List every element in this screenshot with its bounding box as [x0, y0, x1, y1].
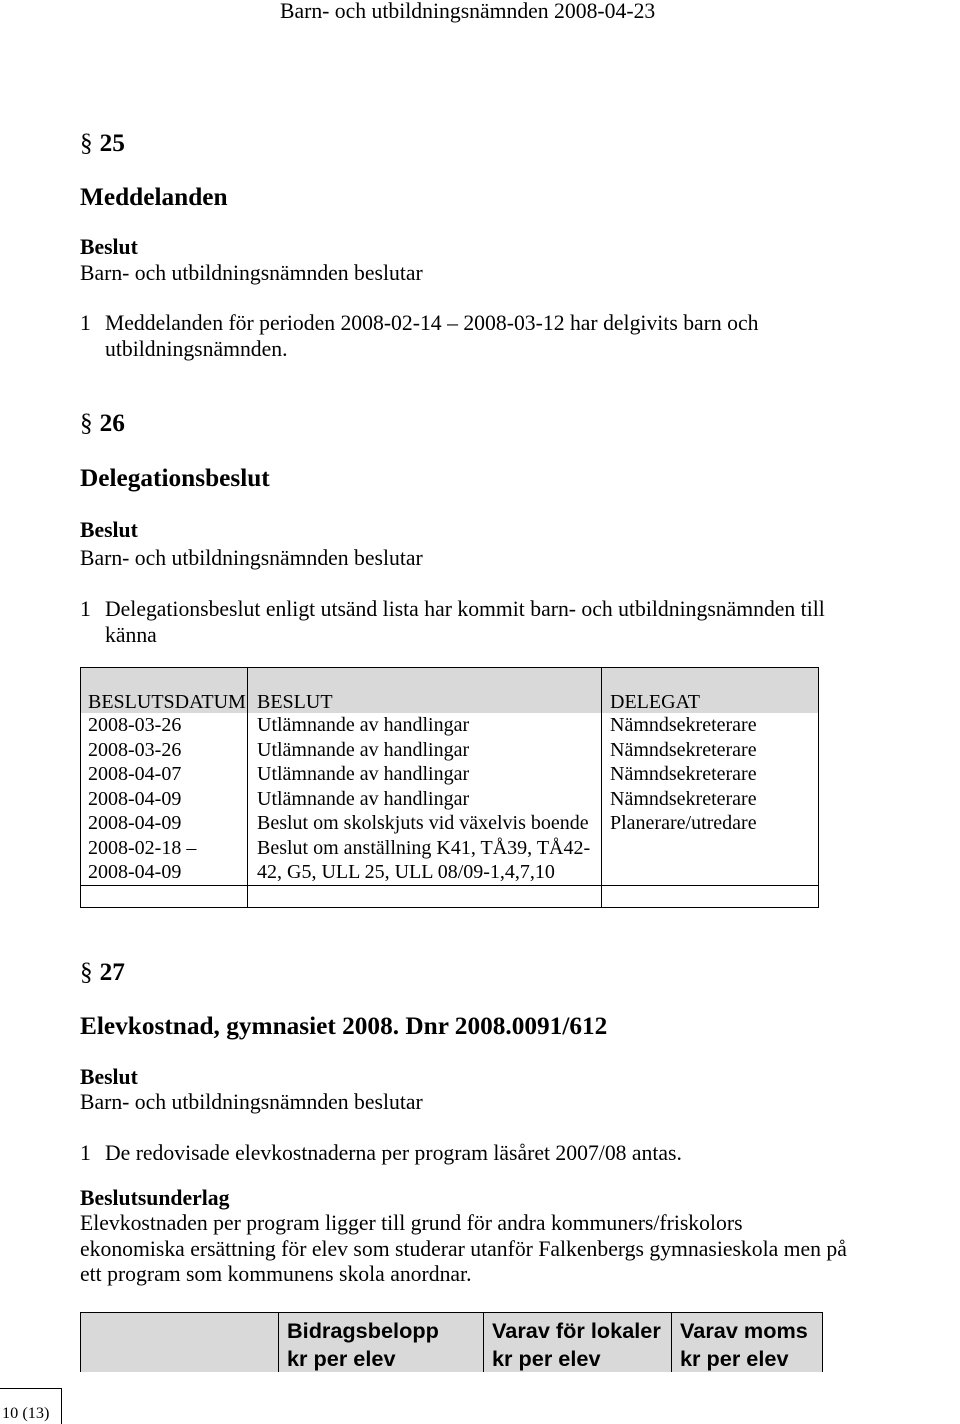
- cell-line: 2008-03-26: [88, 738, 182, 761]
- cell-line: Nämndsekreterare: [610, 787, 757, 810]
- cell-line: Nämndsekreterare: [610, 714, 757, 736]
- cell-line: 2008-03-26: [88, 714, 182, 736]
- item-number: 1: [80, 311, 91, 335]
- cell-date: [81, 787, 248, 812]
- table-row: [81, 787, 819, 812]
- cell-empty: [248, 885, 602, 907]
- cell-decision: [248, 787, 602, 812]
- cell-date: [81, 738, 248, 763]
- table-header-row: [81, 1313, 823, 1373]
- cell-line: Beslut om anställning K41, TÅ39, TÅ42-: [257, 836, 591, 859]
- item-text-line: Meddelanden för perioden 2008-02-14 – 2008-03-12 har delgivits barn och: [105, 311, 759, 335]
- paragraph-line: ett program som kommunens skola anordnar.: [80, 1262, 472, 1286]
- cell-decision: [248, 713, 602, 738]
- basis-heading: Beslutsunderlag: [80, 1186, 230, 1210]
- cell-decision: [248, 738, 602, 763]
- cell-delegate: [602, 713, 819, 738]
- table-row: [81, 811, 819, 836]
- cell-date: [81, 762, 248, 787]
- decision-intro: Barn- och utbildningsnämnden beslutar: [80, 261, 423, 285]
- cell-line: 2008-04-09: [88, 787, 182, 810]
- cell-line: 2008-04-09: [88, 812, 182, 834]
- column-header-vat: [672, 1313, 823, 1373]
- running-header: Barn- och utbildningsnämnden 2008-04-23: [280, 0, 656, 23]
- table-row: [81, 836, 819, 886]
- cell-date: [81, 713, 248, 738]
- table-header-row: [81, 668, 819, 714]
- item-number: 1: [80, 597, 91, 621]
- cell-delegate: [602, 738, 819, 763]
- cell-line: Planerare/utredare: [610, 812, 757, 834]
- section-heading: [80, 128, 125, 158]
- table-row-empty: [81, 885, 819, 907]
- decision-item: [80, 310, 758, 362]
- item-text-line: utbildningsnämnden.: [105, 337, 288, 361]
- item-text-line: De redovisade elevkostnaderna per program läsåret 2007/08 antas.: [105, 1141, 682, 1165]
- item-number: 1: [80, 1141, 91, 1165]
- column-label: Varav för lokaler: [492, 1318, 661, 1343]
- column-unit: kr per elev: [680, 1345, 789, 1371]
- column-unit: kr per elev: [492, 1345, 601, 1371]
- column-label: Varav moms: [680, 1318, 808, 1343]
- decision-intro: Barn- och utbildningsnämnden beslutar: [80, 1090, 423, 1114]
- item-text-line: Delegationsbeslut enligt utsänd lista har kommit barn- och utbildningsnämnden till: [105, 597, 825, 621]
- item-text-line: känna: [105, 623, 157, 647]
- cell-line: Utlämnande av handlingar: [257, 738, 470, 761]
- cell-delegate: [602, 762, 819, 787]
- decision-item: [80, 1140, 682, 1166]
- column-header-decision: BESLUT: [248, 668, 602, 714]
- section-heading: [80, 408, 125, 438]
- decision-item: [80, 596, 825, 648]
- delegation-table: [80, 667, 819, 908]
- cell-line: Nämndsekreterare: [610, 763, 757, 785]
- decision-intro: Barn- och utbildningsnämnden beslutar: [80, 546, 423, 570]
- section-number: 26: [99, 409, 125, 437]
- cell-empty: [602, 885, 819, 907]
- cell-line: 42, G5, ULL 25, ULL 08/09-1,4,7,10: [257, 861, 555, 883]
- cell-delegate: [602, 787, 819, 812]
- column-header-date: BESLUTSDATUM: [81, 668, 248, 714]
- decision-heading: Beslut: [80, 518, 138, 542]
- row-label-header: [81, 1313, 279, 1373]
- cell-delegate: [602, 811, 819, 836]
- cell-line: 2008-04-09: [88, 861, 182, 883]
- section-title: Delegationsbeslut: [80, 464, 270, 492]
- column-header-delegate: DELEGAT: [602, 668, 819, 714]
- paragraph-line: ekonomiska ersättning för elev som studerar utanför Falkenbergs gymnasieskola men på: [80, 1236, 847, 1261]
- cell-date: [81, 811, 248, 836]
- basis-paragraph: [80, 1211, 847, 1288]
- cell-decision: [248, 836, 602, 886]
- decision-heading: Beslut: [80, 1065, 138, 1089]
- column-label: Bidragsbelopp: [287, 1318, 439, 1343]
- cell-line: Utlämnande av handlingar: [257, 787, 470, 810]
- section-sign: §: [80, 409, 93, 437]
- cell-empty: [81, 885, 248, 907]
- section-title: Elevkostnad, gymnasiet 2008. Dnr 2008.0091/612: [80, 1012, 608, 1040]
- cell-line: Utlämnande av handlingar: [257, 763, 470, 785]
- section-sign: §: [80, 129, 93, 157]
- section-sign: §: [80, 958, 93, 986]
- section-number: 27: [99, 958, 125, 986]
- table-row: [81, 713, 819, 738]
- cost-table: [80, 1312, 823, 1372]
- cell-delegate: [602, 836, 819, 886]
- column-unit: kr per elev: [287, 1345, 396, 1371]
- cell-line: Nämndsekreterare: [610, 738, 757, 761]
- paragraph-line: Elevkostnaden per program ligger till grund för andra kommuners/friskolors: [80, 1211, 743, 1235]
- cell-date: [81, 836, 248, 886]
- section-title: Meddelanden: [80, 183, 228, 211]
- page-number: 10 (13): [2, 1403, 50, 1422]
- section-heading: [80, 957, 125, 987]
- cell-decision: [248, 762, 602, 787]
- cell-line: 2008-02-18 –: [88, 836, 197, 859]
- cell-decision: [248, 811, 602, 836]
- column-header-premises: [484, 1313, 672, 1373]
- section-number: 25: [99, 129, 125, 157]
- decision-heading: Beslut: [80, 235, 138, 259]
- table-row: [81, 762, 819, 787]
- cell-line: Beslut om skolskjuts vid växelvis boende: [257, 812, 589, 834]
- cell-line: 2008-04-07: [88, 763, 182, 785]
- column-header-contribution: [279, 1313, 484, 1373]
- cell-line: Utlämnande av handlingar: [257, 714, 470, 736]
- table-row: [81, 738, 819, 763]
